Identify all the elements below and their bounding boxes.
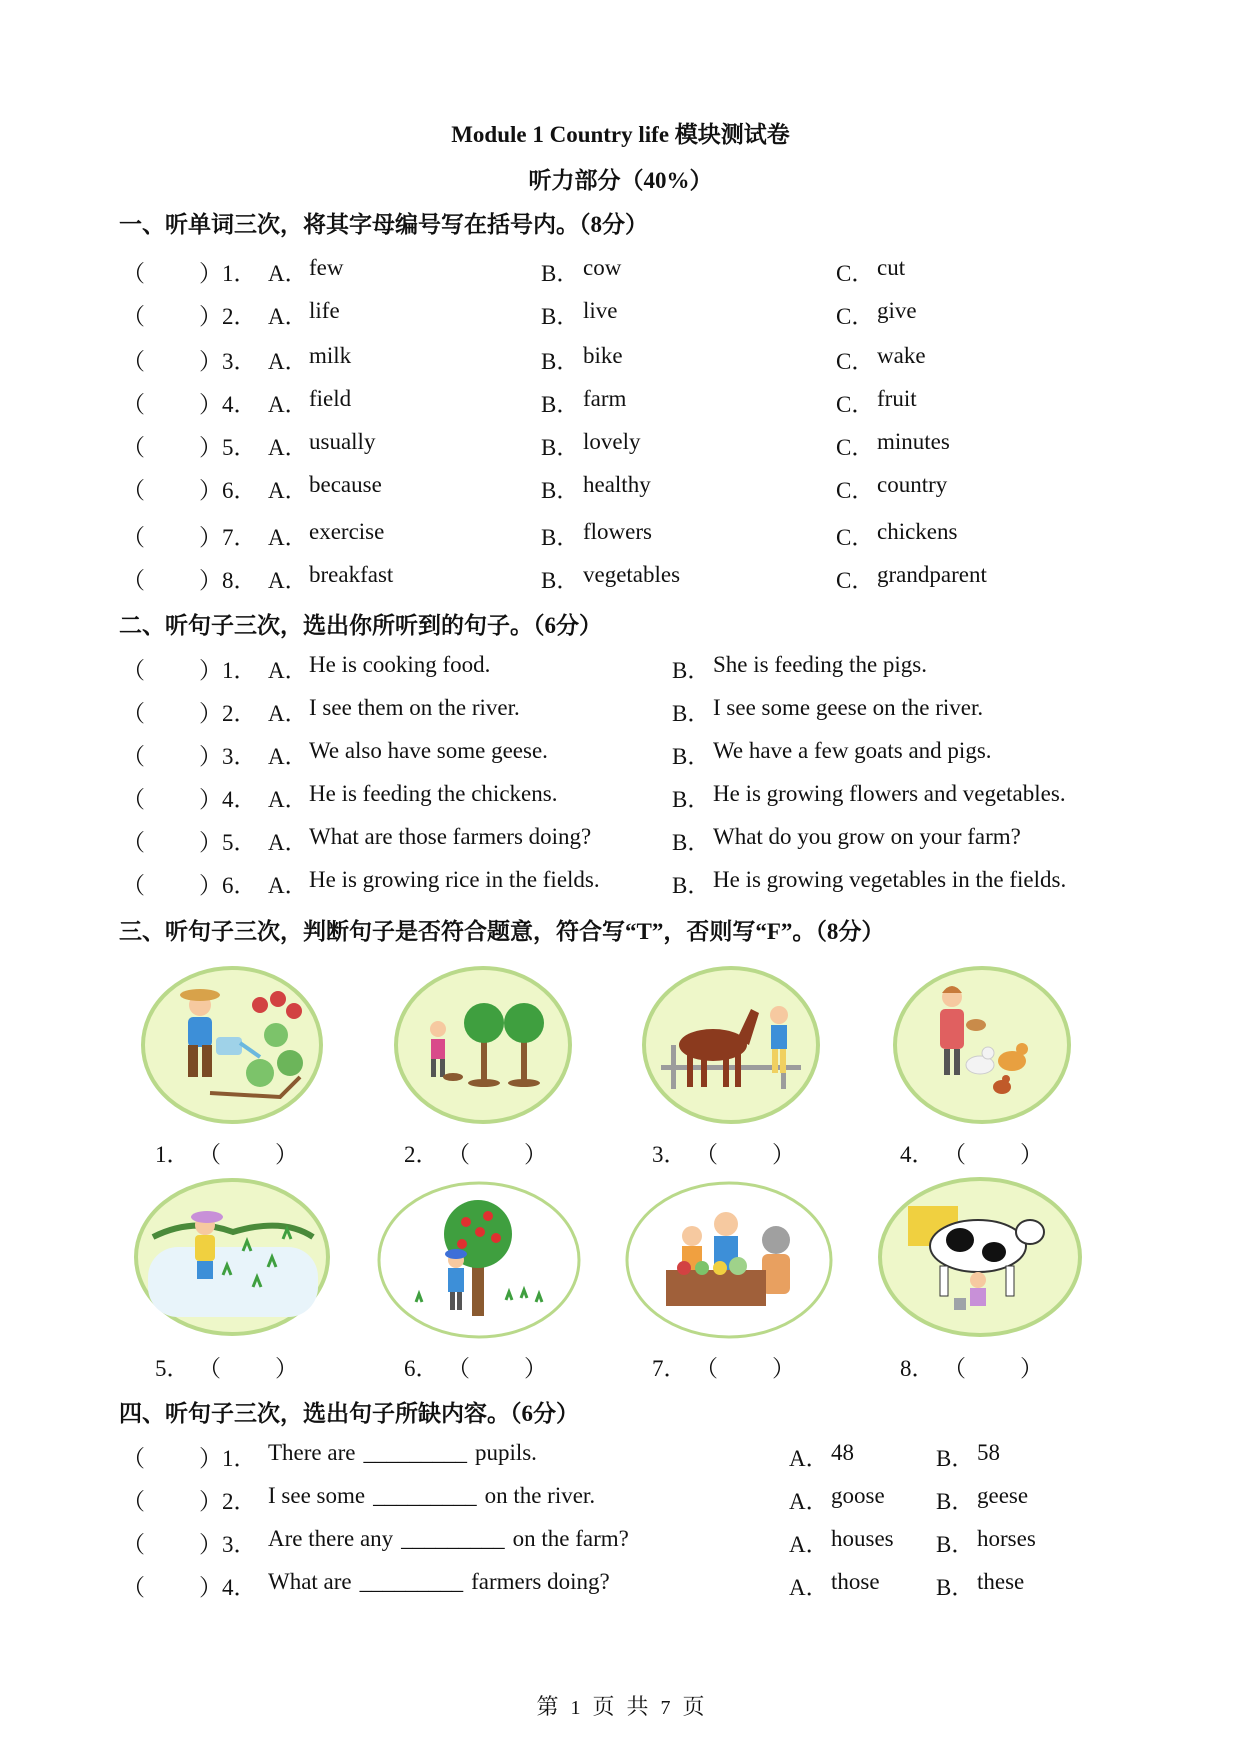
question-number: 8． [222,568,257,593]
option-c-text: fruit [877,386,917,411]
question-number: 4． [222,1575,257,1600]
answer-blank[interactable]: _________ [373,1483,477,1508]
option-b-text: 58 [977,1440,1000,1465]
answer-paren-open[interactable]: （ [122,435,145,460]
option-a-letter: A． [268,830,308,855]
option-a-letter: A． [268,568,308,593]
question-number: 5． [222,830,257,855]
option-a-letter: A． [268,525,308,550]
tf-paren-close: ） [772,1356,795,1381]
option-c-text: cut [877,255,906,280]
question-number: 6． [222,873,257,898]
option-a-letter: A． [268,435,308,460]
page-subtitle: 听力部分（40%） [528,168,713,193]
option-b-letter: B． [672,787,711,812]
answer-paren-open[interactable]: （ [122,1446,145,1471]
question-number: 4． [222,787,257,812]
answer-paren-close: ） [199,304,222,329]
section4-heading: 四、听句子三次，选出句子所缺内容。（6分） [119,1401,579,1426]
option-b-text: We have a few goats and pigs. [713,738,992,763]
tf-paren-close: ） [524,1142,547,1167]
option-a-text: We also have some geese. [309,738,548,763]
option-c-text: wake [877,343,926,368]
picture-3-horse-and-boy [641,965,821,1125]
option-b-text: farm [583,386,627,411]
option-a-text: houses [831,1526,894,1551]
option-a-text: He is feeding the chickens. [309,781,558,806]
option-b-text: live [583,298,618,323]
answer-paren-close: ） [199,261,222,286]
answer-paren-close: ） [199,744,222,769]
tf-paren-close: ） [275,1356,298,1381]
option-a-text: He is cooking food. [309,652,491,677]
option-b-letter: B． [936,1532,975,1557]
option-b-text: these [977,1569,1025,1594]
option-a-text: milk [309,343,352,368]
picture-number: 8． [900,1356,935,1381]
option-c-letter: C． [836,568,875,593]
answer-blank[interactable]: _________ [363,1440,467,1465]
answer-paren-close: ） [199,478,222,503]
option-a-letter: A． [268,304,308,329]
question-number: 4． [222,392,257,417]
answer-paren-close: ） [199,701,222,726]
sentence-end: on the farm? [512,1526,629,1551]
option-a-letter: A． [268,701,308,726]
option-a-text: few [309,255,344,280]
option-c-letter: C． [836,392,875,417]
option-b-letter: B． [936,1489,975,1514]
option-a-letter: A． [789,1532,829,1557]
section2-heading: 二、听句子三次，选出你所听到的句子。（6分） [119,613,602,638]
question-number: 2． [222,1489,257,1514]
answer-paren-open[interactable]: （ [122,701,145,726]
option-b-letter: B． [672,701,711,726]
answer-paren-open[interactable]: （ [122,304,145,329]
tf-paren-open[interactable]: （ [943,1356,966,1381]
question-number: 3． [222,1532,257,1557]
option-c-text: grandparent [877,562,987,587]
picture-2-planting-trees [393,965,573,1125]
tf-paren-close: ） [772,1142,795,1167]
question-number: 1． [222,1446,257,1471]
option-a-letter: A． [268,658,308,683]
sentence-start: Are there any [268,1526,394,1551]
option-c-text: chickens [877,519,958,544]
tf-paren-open[interactable]: （ [447,1142,470,1167]
option-a-letter: A． [268,349,308,374]
picture-number: 4． [900,1142,935,1167]
option-a-letter: A． [789,1446,829,1471]
tf-paren-close: ） [1020,1142,1043,1167]
answer-paren-close: ） [199,1489,222,1514]
picture-5-planting-rice [133,1177,331,1337]
option-b-letter: B． [541,568,580,593]
picture-number: 1． [155,1142,190,1167]
option-c-text: minutes [877,429,950,454]
question-number: 6． [222,478,257,503]
question-number: 1． [222,658,257,683]
sentence-start: What are [268,1569,352,1594]
tf-paren-close: ） [1020,1356,1043,1381]
picture-number: 7． [652,1356,687,1381]
question-number: 5． [222,435,257,460]
answer-paren-open[interactable]: （ [122,261,145,286]
tf-paren-open[interactable]: （ [198,1142,221,1167]
question-number: 7． [222,525,257,550]
answer-paren-close: ） [199,525,222,550]
footer-page-number: 1 [570,1697,581,1719]
answer-blank[interactable]: _________ [359,1569,464,1594]
option-a-text: exercise [309,519,385,544]
answer-paren-close: ） [199,873,222,898]
answer-paren-close: ） [199,568,222,593]
option-b-letter: B． [672,744,711,769]
answer-paren-close: ） [199,392,222,417]
answer-paren-open[interactable]: （ [122,1575,145,1600]
option-b-text: horses [977,1526,1036,1551]
option-c-letter: C． [836,304,875,329]
sentence-start: I see some [268,1483,366,1508]
option-b-letter: B． [541,435,580,460]
answer-paren-open[interactable]: （ [122,568,145,593]
sentence-end: pupils. [474,1440,537,1465]
answer-paren-close: ） [199,1532,222,1557]
sentence-start: There are [268,1440,356,1465]
option-b-text: I see some geese on the river. [713,695,984,720]
option-b-letter: B． [541,349,580,374]
option-b-letter: B． [672,830,711,855]
answer-paren-open[interactable]: （ [122,392,145,417]
tf-paren-open[interactable]: （ [198,1356,221,1381]
option-b-letter: B． [672,873,711,898]
answer-paren-open[interactable]: （ [122,525,145,550]
sentence-end: on the river. [484,1483,596,1508]
option-a-text: life [309,298,340,323]
picture-1-watering-vegetables [140,965,325,1125]
option-a-text: field [309,386,352,411]
option-a-text: usually [309,429,376,454]
footer-total-pages: 7 [660,1697,671,1719]
option-c-letter: C． [836,349,875,374]
picture-7-vegetable-stall [624,1180,834,1340]
answer-paren-open[interactable]: （ [122,658,145,683]
answer-paren-close: ） [199,435,222,460]
section1-heading: 一、听单词三次，将其字母编号写在括号内。（8分） [119,212,648,237]
answer-paren-close: ） [199,1575,222,1600]
option-a-text: those [831,1569,880,1594]
page-footer [0,1690,1241,1721]
sentence-end: farmers doing? [471,1569,610,1594]
answer-paren-open[interactable]: （ [122,830,145,855]
footer-ye2: 页 [682,1694,705,1719]
answer-paren-close: ） [199,787,222,812]
option-b-text: She is feeding the pigs. [713,652,927,677]
option-c-text: country [877,472,948,497]
option-b-text: flowers [583,519,652,544]
option-b-text: vegetables [583,562,681,587]
tf-paren-open[interactable]: （ [695,1356,718,1381]
option-a-letter: A． [268,787,308,812]
option-b-text: What do you grow on your farm? [713,824,1021,849]
option-b-text: geese [977,1483,1029,1508]
answer-paren-open[interactable]: （ [122,873,145,898]
answer-paren-open[interactable]: （ [122,1489,145,1514]
question-number: 3． [222,744,257,769]
picture-number: 2． [404,1142,439,1167]
question-number: 3． [222,349,257,374]
option-b-letter: B． [672,658,711,683]
tf-paren-open[interactable]: （ [943,1142,966,1167]
picture-8-milking-cow [878,1176,1083,1338]
option-b-letter: B． [936,1575,975,1600]
section3-heading: 三、听句子三次，判断句子是否符合题意，符合写“T”，否则写“F”。（8分） [119,919,885,944]
answer-paren-close: ） [199,658,222,683]
option-a-text: What are those farmers doing? [309,824,592,849]
picture-4-feeding-ducks [892,965,1072,1125]
option-a-letter: A． [789,1489,829,1514]
tf-paren-open[interactable]: （ [695,1142,718,1167]
answer-blank[interactable]: _________ [401,1526,505,1551]
option-b-letter: B． [541,261,580,286]
option-a-letter: A． [789,1575,829,1600]
option-b-text: healthy [583,472,651,497]
option-b-text: He is growing vegetables in the fields. [713,867,1067,892]
footer-ye: 页 [592,1694,615,1719]
answer-paren-open[interactable]: （ [122,349,145,374]
option-b-text: bike [583,343,623,368]
option-a-text: I see them on the river. [309,695,520,720]
option-a-text: 48 [831,1440,854,1465]
footer-gong: 共 [626,1694,649,1719]
page-title: Module 1 Country life 模块测试卷 [451,122,790,147]
footer-di: 第 [536,1694,559,1719]
picture-6-picking-apples [376,1180,582,1340]
option-a-text: breakfast [309,562,394,587]
option-b-letter: B． [541,392,580,417]
tf-paren-open[interactable]: （ [447,1356,470,1381]
option-a-text: goose [831,1483,885,1508]
option-c-letter: C． [836,525,875,550]
picture-number: 3． [652,1142,687,1167]
option-a-letter: A． [268,478,308,503]
option-b-letter: B． [541,525,580,550]
option-a-letter: A． [268,261,308,286]
answer-paren-close: ） [199,830,222,855]
option-b-text: lovely [583,429,641,454]
tf-paren-close: ） [275,1142,298,1167]
answer-paren-open[interactable]: （ [122,787,145,812]
question-number: 1． [222,261,257,286]
tf-paren-close: ） [524,1356,547,1381]
option-b-text: cow [583,255,622,280]
option-a-letter: A． [268,873,308,898]
question-number: 2． [222,701,257,726]
answer-paren-open[interactable]: （ [122,478,145,503]
picture-number: 6． [404,1356,439,1381]
question-number: 2． [222,304,257,329]
option-c-letter: C． [836,435,875,460]
option-a-text: He is growing rice in the fields. [309,867,600,892]
picture-number: 5． [155,1356,190,1381]
option-c-text: give [877,298,917,323]
answer-paren-open[interactable]: （ [122,744,145,769]
option-b-text: He is growing flowers and vegetables. [713,781,1066,806]
answer-paren-close: ） [199,349,222,374]
answer-paren-close: ） [199,1446,222,1471]
option-b-letter: B． [541,478,580,503]
option-a-letter: A． [268,744,308,769]
option-c-letter: C． [836,261,875,286]
option-a-letter: A． [268,392,308,417]
option-b-letter: B． [936,1446,975,1471]
option-a-text: because [309,472,382,497]
option-c-letter: C． [836,478,875,503]
option-b-letter: B． [541,304,580,329]
answer-paren-open[interactable]: （ [122,1532,145,1557]
